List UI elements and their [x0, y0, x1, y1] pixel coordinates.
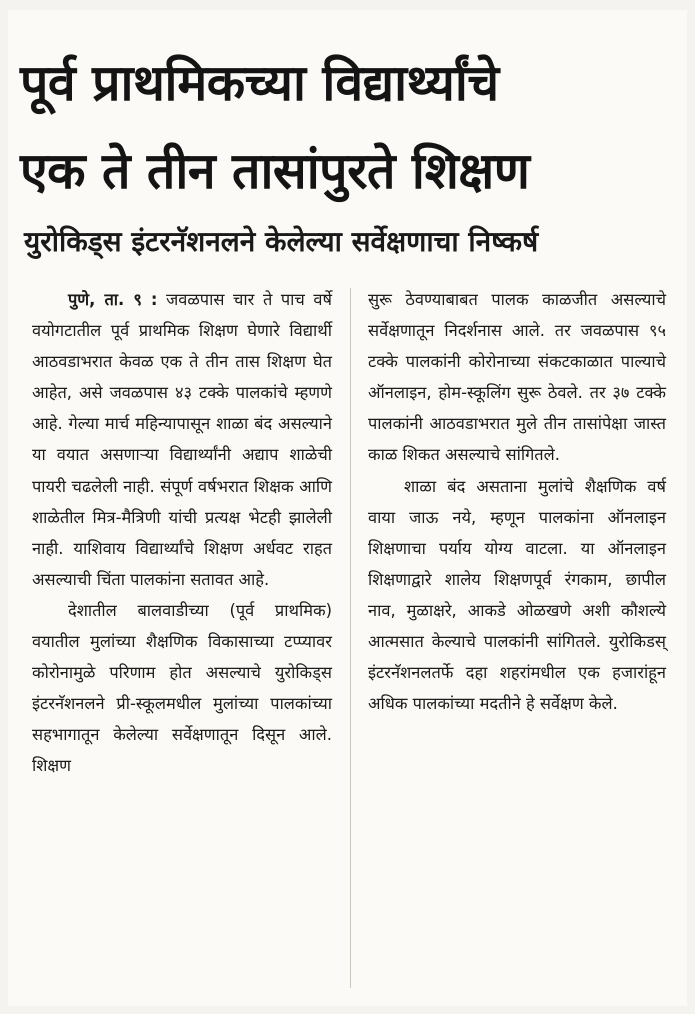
- column-paragraph: [32, 284, 332, 595]
- article-column-left: [32, 284, 332, 782]
- paragraph-text: जवळपास चार ते पाच वर्षे वयोगटातील पूर्व प्राथमिक शिक्षण घेणारे विद्यार्थी आठवडाभरात केवळ एक ते तीन तास शिक्षण घेत आहेत, असे जवळपास ४३ टक्के पालकांचे म्हणणे आहे. गेल्या मार्च महिन्यापासून शाळा बंद असल्याने या वयात असणाऱ्या विद्यार्थ्यांनी अद्याप शाळेची पायरी चढलेली नाही. संपूर्ण वर्षभरात शिक्षक आणि शाळेतील मित्र-मैत्रिणी यांची प्रत्यक्ष भेटही झालेली नाही. याशिवाय विद्यार्थ्यांचे शिक्षण अर्धवट राहत असल्याची चिंता पालकांना सतावत आहे.: [32, 290, 332, 589]
- column-paragraph: सुरू ठेवण्याबाबत पालक काळजीत असल्याचे सर्वेक्षणातून निदर्शनास आले. तर जवळपास ९५ टक्के पालकांनी कोरोनाच्या संकटकाळात पाल्याचे ऑनलाइन, होम-स्कूलिंग सुरू ठेवले. तर ३७ टक्के पालकांनी आठवडाभरात मुले तीन तासांपेक्षा जास्त काळ शिकत असल्याचे सांगितले.: [368, 290, 666, 465]
- column-paragraph: शाळा बंद असताना मुलांचे शैक्षणिक वर्ष वाया जाऊ नये, म्हणून पालकांना ऑनलाइन शिक्षणाचा पर्याय योग्य वाटला. या ऑनलाइन शिक्षणाद्वारे शालेय शिक्षणपूर्व रंगकाम, छापील नाव, मुळाक्षरे, आकडे ओळखणे अशी कौशल्ये आत्मसात केल्याचे पालकांनी सांगितले. युरोकिडस् इंटरनॅशनलतर्फे दहा शहरांमधील एक हजारांहून अधिक पालकांच्या मदतीने हे सर्वेक्षण केले.: [368, 476, 666, 714]
- headline-line-1: पूर्व प्राथमिकच्या विद्यार्थ्यांचे: [20, 54, 499, 112]
- dateline: पुणे, ता. ९ :: [68, 290, 158, 309]
- headline-line-2: एक ते तीन तासांपुरते शिक्षण: [20, 142, 530, 200]
- column-divider: [350, 288, 351, 988]
- article-column-right: [368, 284, 666, 719]
- subheadline: युरोकिड्स इंटरनॅशनलने केलेल्या सर्वेक्षणाचा निष्कर्ष: [24, 225, 539, 258]
- column-paragraph: देशातील बालवाडीच्या (पूर्व प्राथमिक) वयातील मुलांच्या शैक्षणिक विकासाच्या टप्प्यावर कोरोनामुळे परिणाम होत असल्याचे युरोकिड्स इंटरनॅशनलने प्री-स्कूलमधील मुलांच्या पालकांच्या सहभागातून केलेल्या सर्वेक्षणातून दिसून आले. शिक्षण: [32, 600, 332, 776]
